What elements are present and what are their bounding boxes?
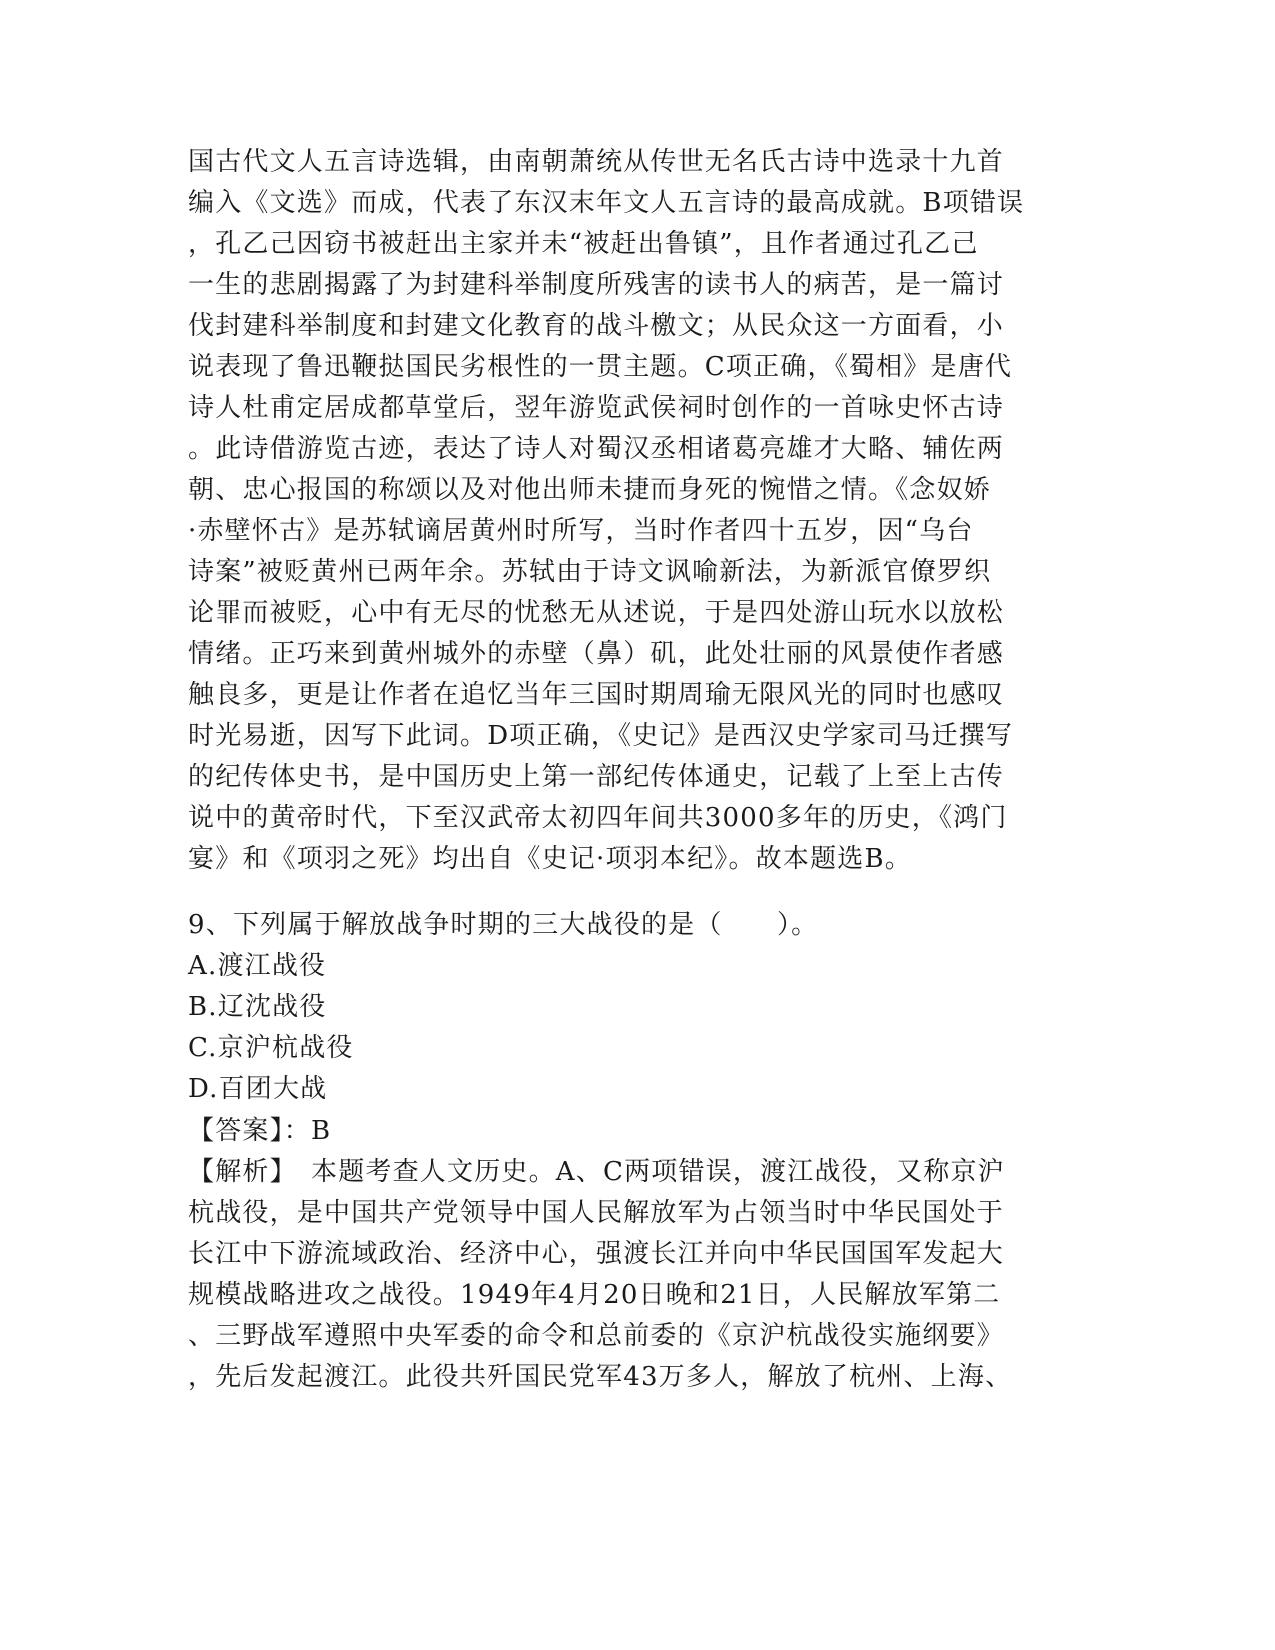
text-line: 说中的黄帝时代，下至汉武帝太初四年间共3000多年的历史，《鸿门 xyxy=(188,803,1008,833)
text-line: 国古代文人五言诗选辑，由南朝萧统从传世无名氏古诗中选录十九首 xyxy=(188,147,1005,177)
explanation-line: 杭战役，是中国共产党领导中国人民解放军为占领当时中华民国处于 xyxy=(188,1198,1005,1228)
answer-line: 【答案】：B xyxy=(188,1116,332,1146)
text-line: 触良多，更是让作者在追忆当年三国时期周瑜无限风光的同时也感叹 xyxy=(188,680,1005,710)
text-line: 情绪。正巧来到黄州城外的赤壁（鼻）矶，此处壮丽的风景使作者感 xyxy=(188,639,1005,669)
text-line: 伐封建科举制度和封建文化教育的战斗檄文；从民众这一方面看，小 xyxy=(188,311,1005,341)
explanation-line: 【解析】 本题考查人文历史。A、C两项错误，渡江战役，又称京沪 xyxy=(188,1157,1005,1187)
explanation-line: 长江中下游流域政治、经济中心，强渡长江并向中华民国国军发起大 xyxy=(188,1239,1005,1269)
text-line: ·赤壁怀古》是苏轼谪居黄州时所写，当时作者四十五岁，因“乌台 xyxy=(188,516,974,546)
text-line: 诗案”被贬黄州已两年余。苏轼由于诗文讽喻新法，为新派官僚罗织 xyxy=(188,557,992,587)
option-c: C.京沪杭战役 xyxy=(188,1033,354,1063)
explanation-line: 、三野战军遵照中央军委的命令和总前委的《京沪杭战役实施纲要》 xyxy=(188,1321,1005,1351)
explanation-line: ，先后发起渡江。此役共歼国民党军43万多人，解放了杭州、上海、 xyxy=(188,1362,1013,1392)
option-a: A.渡江战役 xyxy=(188,951,327,981)
text-line: 诗人杜甫定居成都草堂后，翌年游览武侯祠时创作的一首咏史怀古诗 xyxy=(188,393,1005,423)
text-line: 一生的悲剧揭露了为封建科举制度所残害的读书人的病苦，是一篇讨 xyxy=(188,270,1005,300)
text-line: 。此诗借游览古迹，表达了诗人对蜀汉丞相诸葛亮雄才大略、辅佐两 xyxy=(188,434,1005,464)
option-b: B.辽沈战役 xyxy=(188,992,327,1022)
text-line: 说表现了鲁迅鞭挞国民劣根性的一贯主题。C项正确，《蜀相》是唐代 xyxy=(188,352,1013,382)
text-line: 朝、忠心报国的称颂以及对他出师未捷而身死的惋惜之情。《念奴娇 xyxy=(188,475,992,505)
text-line: ，孔乙己因窃书被赶出主家并未“被赶出鲁镇”，且作者通过孔乙己 xyxy=(188,229,979,259)
explanation-line: 规模战略进攻之战役。1949年4月20日晚和21日，人民解放军第二 xyxy=(188,1280,1001,1310)
text-line: 论罪而被贬，心中有无尽的忧愁无从述说，于是四处游山玩水以放松 xyxy=(188,598,1005,628)
text-line: 时光易逝，因写下此词。D项正确，《史记》是西汉史学家司马迁撰写 xyxy=(188,721,1014,751)
text-line: 的纪传体史书，是中国历史上第一部纪传体通史，记载了上至上古传 xyxy=(188,762,1005,792)
question-stem: 9、下列属于解放战争时期的三大战役的是（ ）。 xyxy=(188,910,819,940)
option-d: D.百团大战 xyxy=(188,1074,328,1104)
text-line: 宴》和《项羽之死》均出自《史记·项羽本纪》。故本题选B。 xyxy=(188,844,912,874)
text-line: 编入《文选》而成，代表了东汉末年文人五言诗的最高成就。B项错误 xyxy=(188,188,1025,218)
